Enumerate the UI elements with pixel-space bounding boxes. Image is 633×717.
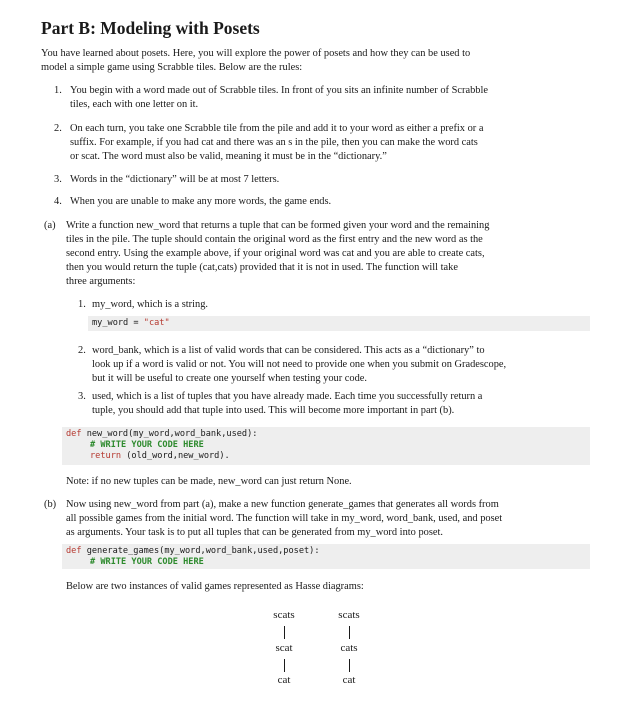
part-a-note: Note: if no new tuples can be made, new_word can just return None.	[66, 476, 352, 487]
hasse-node: cat	[277, 674, 291, 686]
arg-text: look up if a word is valid or not. You will not need to provide one when you submit on Gradescope,	[92, 359, 507, 370]
rule-text: When you are unable to make any more words, the game ends.	[70, 196, 332, 207]
hasse-edge	[349, 659, 350, 672]
hasse-edge	[284, 626, 285, 639]
code-keyword: def	[66, 546, 82, 556]
rule-text: You begin with a word made out of Scrabble tiles. In front of you sits an infinite number of Scrabble	[70, 85, 488, 96]
part-b-text: Now using new_word from part (a), make a new function generate_games that generates all words from	[66, 499, 499, 510]
code-line	[66, 429, 257, 440]
arg-text: word_bank, which is a list of valid words that can be considered. This acts as a “dictionary” to	[92, 345, 485, 356]
arg-number: 2.	[78, 345, 86, 356]
rule-text: tiles, each with one letter on it.	[70, 99, 199, 110]
page-title: Part B: Modeling with Posets	[41, 18, 260, 38]
arg-number: 1.	[78, 299, 86, 310]
part-a-text: three arguments:	[66, 276, 136, 287]
code-string: "cat"	[143, 318, 170, 328]
code-keyword: def	[66, 429, 82, 439]
code-line	[90, 451, 230, 462]
code-signature: new_word(my_word,word_bank,used):	[81, 429, 258, 439]
rule-number: 4.	[54, 196, 62, 207]
arg-number: 3.	[78, 391, 86, 402]
code-comment: # WRITE YOUR CODE HERE	[90, 557, 204, 567]
rule-number: 3.	[54, 174, 62, 185]
arg-text: my_word, which is a string.	[92, 299, 209, 310]
hasse-node: cats	[340, 642, 358, 654]
part-a-text: then you would return the tuple (cat,cats) provided that it is not in used. The function will take	[66, 262, 458, 273]
hasse-node: scat	[275, 642, 293, 654]
rule-number: 2.	[54, 123, 62, 134]
hasse-node: scats	[338, 609, 360, 621]
code-comment: # WRITE YOUR CODE HERE	[90, 440, 204, 450]
intro-line: You have learned about posets. Here, you will explore the power of posets and how they can be used to	[41, 48, 471, 59]
part-b-text: all possible games from the initial word. The function will take in my_word, word_bank, used, and poset	[66, 513, 503, 524]
part-a-text: Write a function new_word that returns a tuple that can be formed given your word and the remaining	[66, 220, 490, 231]
part-a-text: second entry. Using the example above, if your original word was cat and you are able to create cats,	[66, 248, 485, 259]
arg-text: but it will be useful to create one yourself when testing your code.	[92, 373, 367, 384]
generate-games-code-block	[62, 544, 590, 569]
hasse-edge	[349, 626, 350, 639]
code-operator: =	[133, 318, 139, 328]
hasse-edge	[284, 659, 285, 672]
arg-text: tuple, you should add that tuple into used. This will become more important in part (b).	[92, 405, 455, 416]
code-var: my_word	[92, 318, 129, 328]
hasse-node: scats	[273, 609, 295, 621]
hasse-node: cat	[342, 674, 356, 686]
rule-text: Words in the “dictionary” will be at most 7 letters.	[70, 174, 280, 185]
rule-text: or scat. The word must also be valid, meaning it must be in the “dictionary.”	[70, 151, 387, 162]
rule-text: On each turn, you take one Scrabble tile from the pile and add it to your word as either a prefix or a	[70, 123, 484, 134]
part-b-below-text: Below are two instances of valid games represented as Hasse diagrams:	[66, 581, 364, 592]
arg-text: used, which is a list of tuples that you have already made. Each time you successfully return a	[92, 391, 483, 402]
code-return-value: (old_word,new_word).	[121, 451, 230, 461]
part-a-label: (a)	[44, 220, 56, 231]
code-line	[92, 318, 170, 329]
part-a-text: tiles in the pile. The tuple should contain the original word as the first entry and the new word as the	[66, 234, 483, 245]
rule-text: suffix. For example, if you had cat and there was an s in the pile, then you can make the word cats	[70, 137, 478, 148]
rule-number: 1.	[54, 85, 62, 96]
new-word-code-block	[62, 427, 590, 465]
part-b-text: as arguments. Your task is to put all tuples that can be generated from my_word into poset.	[66, 527, 443, 538]
code-signature: generate_games(my_word,word_bank,used,poset):	[81, 546, 320, 556]
part-b-label: (b)	[44, 499, 57, 510]
code-keyword: return	[90, 451, 122, 461]
example-code-block	[88, 316, 590, 331]
code-line	[66, 546, 320, 557]
intro-line: model a simple game using Scrabble tiles. Below are the rules:	[41, 62, 303, 73]
